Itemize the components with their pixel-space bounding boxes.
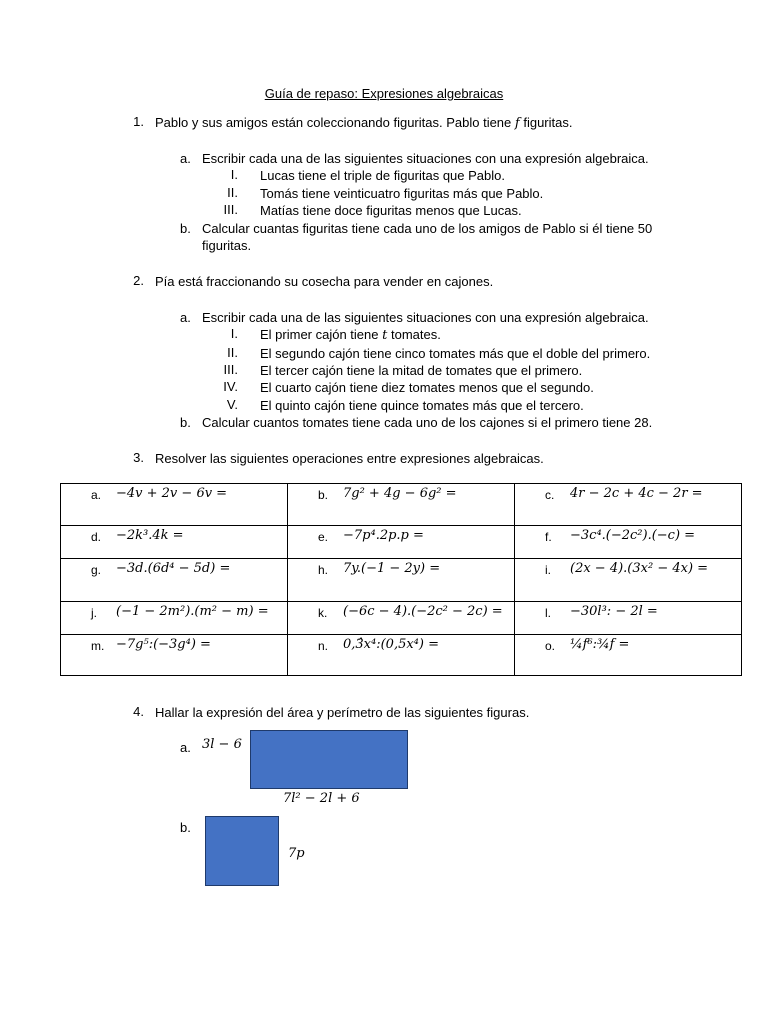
q2-item1-pre: El primer cajón tiene — [260, 327, 379, 342]
q1-b-text-cont: figuritas. — [202, 238, 252, 253]
q3-number: 3. — [133, 450, 144, 465]
q2-item-roman: I. — [230, 326, 238, 341]
q4-a-label: a. — [180, 740, 191, 755]
table-cell — [288, 635, 515, 676]
q2-item1-post: tomates. — [390, 327, 441, 342]
table-cell — [288, 526, 515, 559]
rectangle-figure — [250, 730, 408, 789]
q1-text-main: Pablo y sus amigos están coleccionando figuritas. Pablo tiene — [155, 115, 512, 130]
q2-a-label: a. — [180, 310, 191, 325]
table-row — [61, 559, 742, 602]
op-label: m. — [91, 639, 105, 653]
q2-b-label: b. — [180, 415, 191, 430]
table-cell — [288, 602, 515, 635]
table-cell — [61, 602, 288, 635]
q2-item-text: El segundo cajón tiene cinco tomates más que el doble del primero. — [260, 346, 651, 361]
table-cell — [288, 484, 515, 526]
table-row — [61, 526, 742, 559]
table-cell — [515, 484, 742, 526]
q1-variable: f — [514, 116, 520, 131]
q2-item-roman: V. — [226, 397, 238, 412]
op-expression: −3c⁴.(−2c²).(−c) = — [570, 528, 696, 543]
q1-b-text: Calcular cuantas figuritas tiene cada uno de los amigos de Pablo si él tiene 50 — [202, 221, 653, 236]
op-expression: −7p⁴.2p.p = — [343, 528, 424, 543]
op-label: j. — [91, 606, 97, 620]
q1-text — [155, 114, 572, 132]
table-cell — [61, 484, 288, 526]
op-label: b. — [318, 488, 329, 502]
q4-number: 4. — [133, 704, 144, 719]
op-label: i. — [545, 563, 551, 577]
op-expression: −2k³.4k = — [116, 528, 184, 543]
op-label: d. — [91, 530, 102, 544]
q2-item-roman: IV. — [223, 379, 238, 394]
q1-item-roman: II. — [227, 185, 238, 200]
q1-a-text: Escribir cada una de las siguientes situaciones con una expresión algebraica. — [202, 151, 649, 166]
q1-a-label: a. — [180, 151, 191, 166]
table-row — [61, 635, 742, 676]
q2-number: 2. — [133, 273, 144, 288]
op-label: e. — [318, 530, 329, 544]
table-cell — [61, 559, 288, 602]
q2-item-text: El tercer cajón tiene la mitad de tomates que el primero. — [260, 363, 583, 378]
q2-a-text: Escribir cada una de las siguientes situaciones con una expresión algebraica. — [202, 310, 649, 325]
page-title: Guía de repaso: Expresiones algebraicas — [264, 86, 504, 101]
op-label: n. — [318, 639, 329, 653]
q2-item-text: El quinto cajón tiene quince tomates más que el tercero. — [260, 398, 584, 413]
q1-item-roman: I. — [230, 167, 238, 182]
op-label: g. — [91, 563, 102, 577]
q4-text: Hallar la expresión del área y perímetro de las siguientes figuras. — [155, 705, 530, 720]
op-label: a. — [91, 488, 102, 502]
q2-item-text — [260, 326, 441, 344]
q2-text: Pía está fraccionando su cosecha para vender en cajones. — [155, 274, 494, 289]
table-cell — [515, 602, 742, 635]
operations-table — [60, 483, 742, 676]
q2-item-roman: III. — [223, 362, 238, 377]
table-cell — [515, 635, 742, 676]
q2-item-text: El cuarto cajón tiene diez tomates menos que el segundo. — [260, 380, 594, 395]
table-cell — [515, 559, 742, 602]
op-label: l. — [545, 606, 551, 620]
table-row — [61, 484, 742, 526]
q3-text: Resolver las siguientes operaciones entre expresiones algebraicas. — [155, 451, 544, 466]
op-expression: (−6c − 4).(−2c² − 2c) = — [343, 604, 503, 619]
q1-item-text: Lucas tiene el triple de figuritas que Pablo. — [260, 168, 505, 183]
op-label: k. — [318, 606, 328, 620]
op-label: h. — [318, 563, 329, 577]
op-label: f. — [545, 530, 552, 544]
op-expression: ¼f⁶:¾f = — [570, 637, 630, 652]
q1-item-roman: III. — [223, 202, 238, 217]
q1-item-text: Matías tiene doce figuritas menos que Lucas. — [260, 203, 522, 218]
op-expression: 0,3̂x⁴:(0,5x⁴) = — [343, 637, 439, 652]
op-expression: −4v + 2v − 6v = — [116, 486, 228, 501]
op-expression: (−1 − 2m²).(m² − m) = — [116, 604, 269, 619]
table-row — [61, 602, 742, 635]
square-side-label: 7p — [288, 846, 305, 861]
op-expression: 7y.(−1 − 2y) = — [343, 561, 441, 576]
q2-b-text: Calcular cuantos tomates tiene cada uno de los cajones si el primero tiene 28. — [202, 415, 653, 430]
op-expression: −30l³: − 2l = — [570, 604, 658, 619]
square-figure — [205, 816, 279, 886]
op-expression: 4r − 2c + 4c − 2r = — [570, 486, 703, 501]
table-cell — [515, 526, 742, 559]
q1-text-end: figuritas. — [523, 115, 573, 130]
rectangle-base-label: 7l² − 2l + 6 — [283, 791, 360, 806]
q1-number: 1. — [133, 114, 144, 129]
q1-item-text: Tomás tiene veinticuatro figuritas más que Pablo. — [260, 186, 544, 201]
op-expression: 7g² + 4g − 6g² = — [343, 486, 457, 501]
q4-b-label: b. — [180, 820, 191, 835]
q2-item-roman: II. — [227, 345, 238, 360]
table-cell — [288, 559, 515, 602]
q2-item1-variable: t — [382, 328, 388, 343]
op-expression: −7g⁵:(−3g⁴) = — [116, 637, 211, 652]
table-cell — [61, 526, 288, 559]
op-label: c. — [545, 488, 555, 502]
rectangle-height-label: 3l − 6 — [202, 737, 242, 752]
op-expression: (2x − 4).(3x² − 4x) = — [570, 561, 709, 576]
q1-b-label: b. — [180, 221, 191, 236]
table-cell — [61, 635, 288, 676]
op-label: o. — [545, 639, 556, 653]
op-expression: −3d.(6d⁴ − 5d) = — [116, 561, 231, 576]
